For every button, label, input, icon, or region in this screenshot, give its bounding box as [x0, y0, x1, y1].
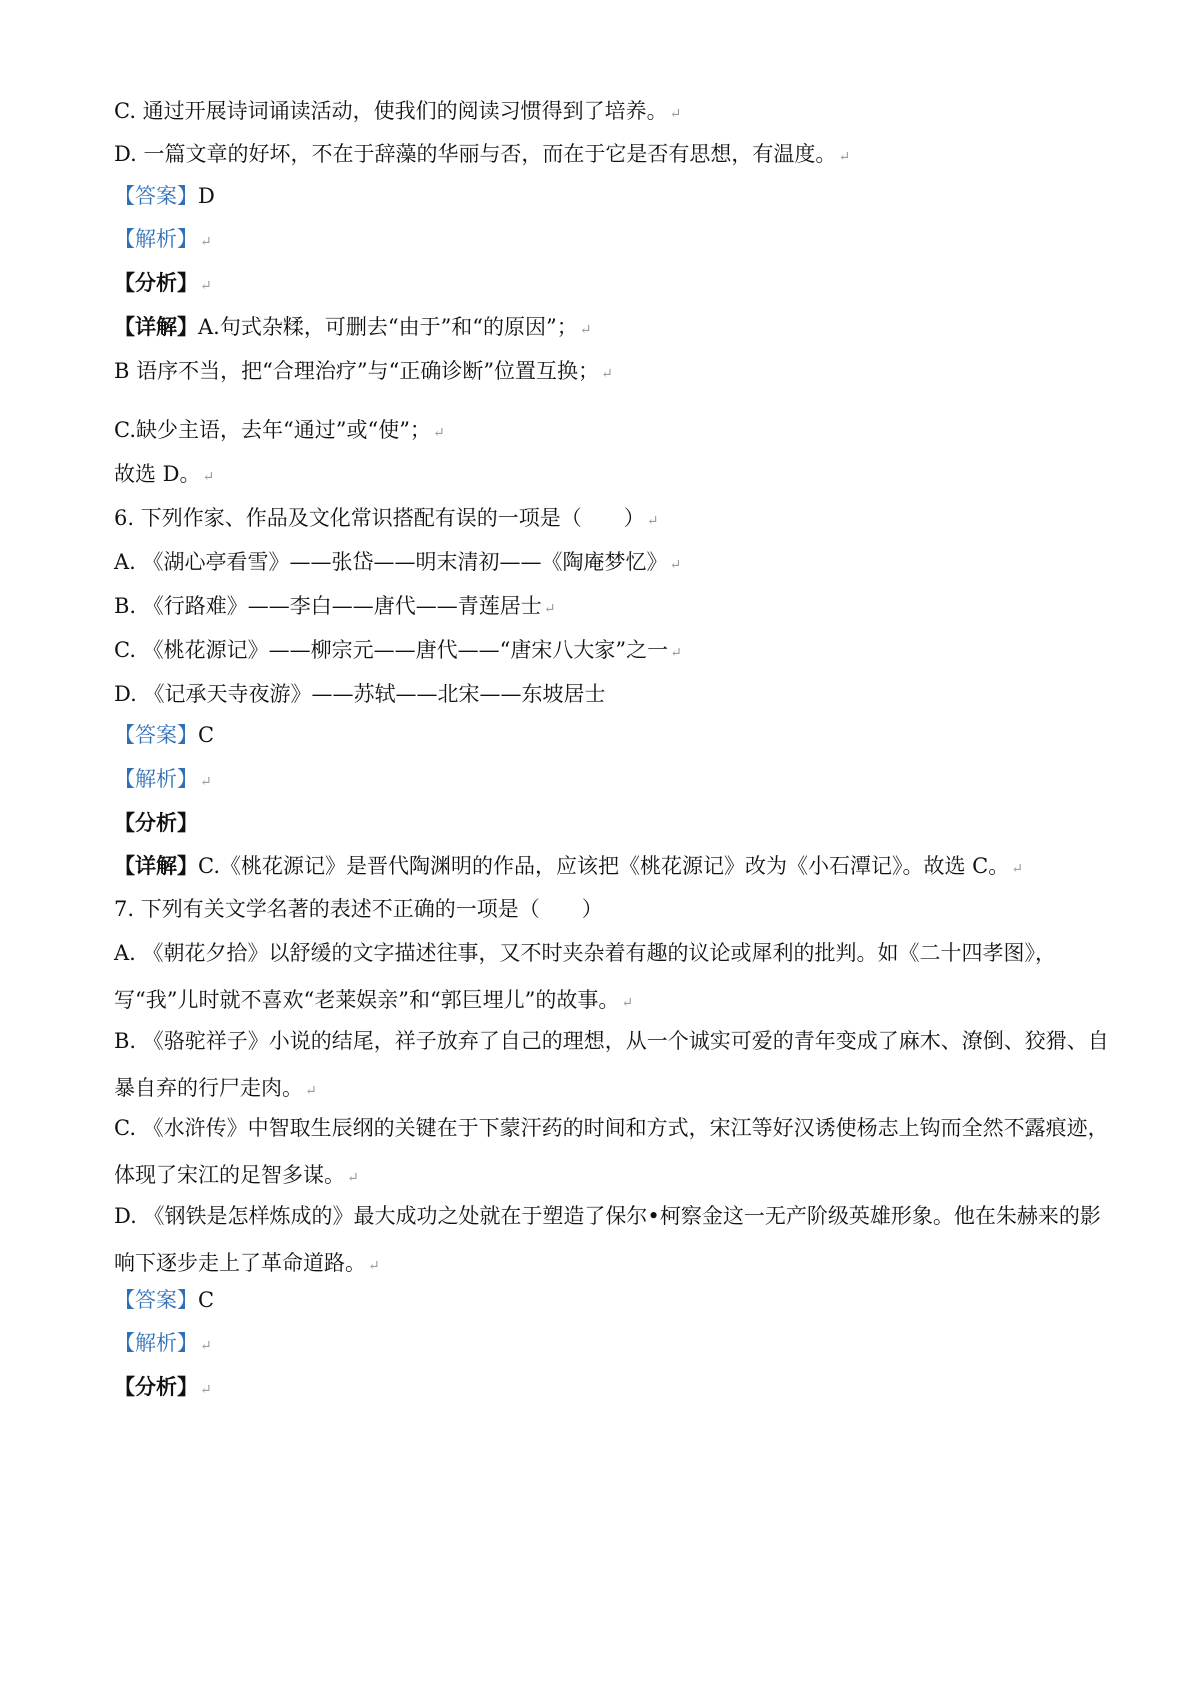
q5-analysis-label: 【解析】 ↵	[114, 227, 212, 251]
q7-answer: 【答案】C	[114, 1288, 215, 1312]
q5-conclusion: 故选 D。 ↵	[114, 462, 215, 486]
q7-analysis-label: 【解析】 ↵	[114, 1331, 212, 1355]
q7-fenxi-label: 【分析】 ↵	[114, 1374, 212, 1399]
answer-label: 【答案】	[114, 184, 198, 208]
answer-value: D	[198, 184, 215, 208]
q6-answer: 【答案】C	[114, 723, 215, 747]
q5-option-c: C. 通过开展诗词诵读活动，使我们的阅读习惯得到了培养。 ↵	[114, 99, 682, 123]
q6-option-a: A. 《湖心亭看雪》——张岱——明末清初——《陶庵梦忆》 ↵	[114, 550, 682, 574]
q5-fenxi-label: 【分析】 ↵	[114, 270, 212, 295]
q7-stem: 7. 下列有关文学名著的表述不正确的一项是（ ）	[114, 897, 603, 921]
q5-detail-b: B 语序不当，把“合理治疗”与“正确诊断”位置互换； ↵	[114, 359, 613, 383]
q6-option-d: D. 《记承天寺夜游》——苏轼——北宋——东坡居士	[114, 682, 606, 706]
q5-option-d: D. 一篇文章的好坏，不在于辞藻的华丽与否，而在于它是否有思想，有温度。 ↵	[114, 142, 851, 166]
q6-detail: 【详解】C.《桃花源记》是晋代陶渊明的作品，应该把《桃花源记》改为《小石潭记》。故选 C。 ↵	[114, 853, 1023, 878]
q7-option-c: C. 《水浒传》中智取生辰纲的关键在于下蒙汗药的时间和方式，宋江等好汉诱使杨志上钩而全然不露痕迹，体现了宋江的足智多谋。 ↵	[114, 1116, 1109, 1187]
q6-analysis-label: 【解析】 ↵	[114, 767, 212, 791]
q7-option-d: D. 《钢铁是怎样炼成的》最大成功之处就在于塑造了保尔•柯察金这一无产阶级英雄形象。他在朱赫来的影响下逐步走上了革命道路。 ↵	[114, 1204, 1101, 1275]
q6-stem: 6. 下列作家、作品及文化常识搭配有误的一项是（ ） ↵	[114, 506, 659, 530]
q6-fenxi-label: 【分析】	[114, 810, 198, 835]
q7-option-a: A. 《朝花夕拾》以舒缓的文字描述往事，又不时夹杂着有趣的议论或犀利的批判。如《二十四孝图》，写“我”儿时就不喜欢“老莱娱亲”和“郭巨埋儿”的故事。 ↵	[114, 941, 1057, 1012]
q6-option-c: C. 《桃花源记》——柳宗元——唐代——“唐宋八大家”之一 ↵	[114, 638, 682, 662]
q7-option-b: B. 《骆驼祥子》小说的结尾，祥子放弃了自己的理想，从一个诚实可爱的青年变成了麻木、潦倒、狡猾、自暴自弃的行尸走肉。 ↵	[114, 1029, 1109, 1100]
q5-answer	[114, 181, 1120, 211]
q6-option-b: B. 《行路难》——李白——唐代——青莲居士 ↵	[114, 594, 556, 618]
q5-detail-c: C.缺少主语，去年“通过”或“使”； ↵	[114, 418, 445, 442]
q5-detail-a: 【详解】A.句式杂糅，可删去“由于”和“的原因”； ↵	[114, 314, 592, 339]
